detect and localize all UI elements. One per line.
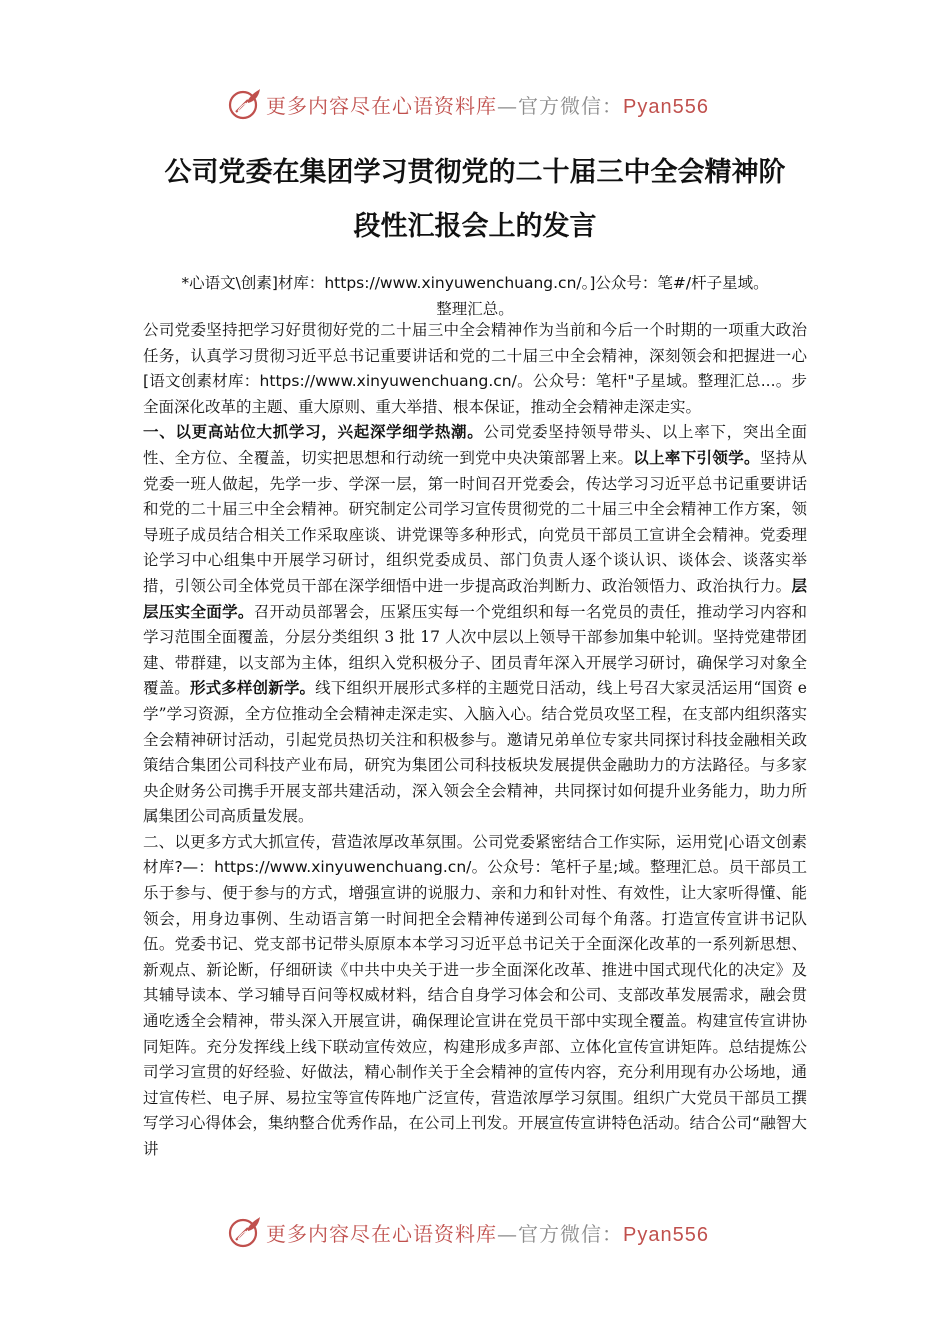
- banner-sub-text: 官方微信：: [518, 93, 623, 118]
- section-1-paragraph: [143, 420, 807, 830]
- source-note-line-2: 整理汇总。: [436, 300, 514, 318]
- section-2-paragraph: 二、以更多方式大抓宣传，营造浓厚改革氛围。公司党委紧密结合工作实际，运用党|心语文创素材库?—：https://www.xinyuwenchuang.cn/。公众号：笔杆子星;域。整理汇总。员干部员工乐于参与、便于参与的方式，增强宣讲的说服力、亲和力和针对性、有效性，让大家听得懂、能领会，用身边事例、生动语言第一时间把全会精神传递到公司每个角落。打造宣传宣讲书记队伍。党委书记、党支部书记带头原原本本学习习近平总书记关于全面深化改革的一系列新思想、新观点、新论断，仔细研读《中共中央关于进一步全面深化改革、推进中国式现代化的决定》及其辅导读本、学习辅导百问等权威材料，结合自身学习体会和公司、支部改革发展需求，融会贯通吃透全会精神，带头深入开展宣讲，确保理论宣讲在党员干部中实现全覆盖。构建宣传宣讲协同矩阵。充分发挥线上线下联动宣传效应，构建形成多声部、立体化宣传宣讲矩阵。总结提炼公司学习宣贯的好经验、好做法，精心制作关于全会精神的宣传内容，充分利用现有办公场地，通过宣传栏、电子屏、易拉宝等宣传阵地广泛宣传，营造浓厚学习氛围。组织广大党员干部员工撰写学习心得体会，集纳整合优秀作品，在公司上刊发。开展宣传宣讲特色活动。结合公司“融智大讲: [143, 832, 807, 1158]
- quill-logo-icon: [228, 87, 262, 121]
- intro-paragraph: 公司党委坚持把学习好贯彻好党的二十届三中全会精神作为当前和今后一个时期的一项重大政治任务，认真学习贯彻习近平总书记重要讲话和党的二十届三中全会精神，深刻领会和把握进一心[语文创素材库：https://www.xinyuwenchuang.cn/。公众号：笔杆"子星域。整理汇总...。步全面深化改革的主题、重大原则、重大举措、根本保证，推动全会精神走深走实。: [143, 321, 807, 416]
- banner-account: Pyan556: [623, 95, 709, 118]
- footer-banner: [228, 1212, 748, 1252]
- section-1-text-3: 召开动员部署会，压紧压实每一个党组织和每一名党员的责任，推动学习内容和学习范围全面覆盖，分层分类组织 3 批 17 人次中层以上领导干部参加集中轮训。坚持党建带团建、带群建，以支部为主体，组织入党积极分子、团员青年深入开展学习研讨，确保学习对象全覆盖。: [143, 602, 807, 698]
- document-body: [143, 318, 807, 1163]
- section-1-text-1: 公司党委坚持领导带头、以上率下，突出全面性、全方位、全覆盖，切实把思想和行动统一到党中央决策部署上来。: [143, 423, 807, 467]
- banner-account: Pyan556: [623, 1223, 709, 1246]
- document-title: [120, 146, 830, 254]
- banner-dash: —: [497, 93, 518, 118]
- section-1-keyword-1: 以上率下引领学。: [633, 448, 760, 467]
- section-1-keyword-2: 层层压实全面学。: [143, 576, 807, 621]
- source-note: [140, 270, 810, 322]
- section-1-keyword-3: 形式多样创新学。: [189, 679, 316, 698]
- title-line-1: 公司党委在集团学习贯彻党的二十届三中全会精神阶: [164, 157, 786, 188]
- section-1-heading: 一、以更高站位大抓学习，兴起深学细学热潮。: [143, 423, 484, 442]
- section-1-text-2: 坚持从党委一班人做起，先学一步、学深一层，第一时间召开党委会，传达学习习近平总书记重要讲话和党的二十届三中全会精神。研究制定公司学习宣传贯彻党的二十届三中全会精神工作方案，领导班子成员结合相关工作采取座谈、讲党课等多种形式，向党员干部员工宣讲全会精神。党委理论学习中心组集中开展学习研讨，组织党委成员、部门负责人逐个谈认识、谈体会、谈落实举措，引领公司全体党员干部在深学细悟中进一步提高政治判断力、政治领悟力、政治执行力。: [143, 448, 807, 595]
- title-line-2: 段性汇报会上的发言: [353, 211, 597, 242]
- banner-main-text: 更多内容尽在心语资料库: [266, 1221, 497, 1246]
- header-banner: [228, 84, 748, 124]
- banner-dash: —: [497, 1221, 518, 1246]
- banner-sub-text: 官方微信：: [518, 1221, 623, 1246]
- banner-text: [266, 90, 709, 119]
- section-1-text-4: 线下组织开展形式多样的主题党日活动，线上号召大家灵活运用“国资 e 学”学习资源，全方位推动全会精神走深走实、入脑入心。结合党员攻坚工程，在支部内组织落实全会精神研讨活动，引起党员热切关注和积极参与。邀请兄弟单位专家共同探讨科技金融相关政策结合集团公司科技产业布局，研究为集团公司科技板块发展提供金融助力的方法路径。与多家央企财务公司携手开展支部共建活动，深入领会全会精神，共同探讨如何提升业务能力，助力所属集团公司高质量发展。: [143, 679, 807, 826]
- source-note-line-1: *心语文\创素]材库：https://www.xinyuwenchuang.cn/。]公众号：笔#/杆子星域。: [181, 274, 769, 292]
- quill-logo-icon: [228, 1215, 262, 1249]
- banner-main-text: 更多内容尽在心语资料库: [266, 93, 497, 118]
- banner-text: [266, 1218, 709, 1247]
